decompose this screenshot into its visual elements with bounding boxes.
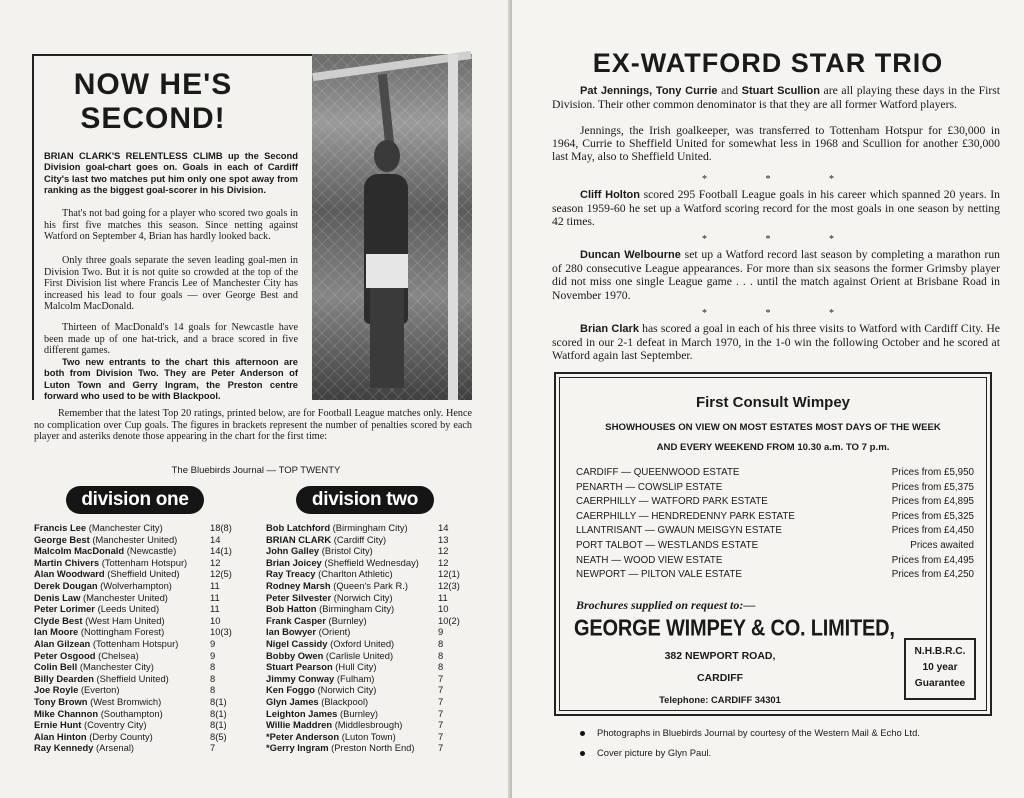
player-club: (Birmingham City) <box>332 522 408 533</box>
estate-name: CAERPHILLY — WATFORD PARK ESTATE <box>576 496 768 508</box>
goal-count: 8 <box>210 672 216 684</box>
goal-count: 9 <box>210 649 216 661</box>
table-row <box>34 696 244 708</box>
welbourne-text: set up a Watford record last season by completing a marathon run of 280 consecutive League appearances. For more than six seasons the former Grimsby player did not miss one single League game . . . until the match against Orient at Brisbane Road in November 1970. <box>552 248 1001 302</box>
player-club: (Sheffield United) <box>96 672 169 684</box>
table-row <box>34 580 244 592</box>
goal-count: 18(8) <box>210 522 232 533</box>
player-club: (Chelsea) <box>98 649 139 661</box>
goal-count: 8(5) <box>210 730 227 742</box>
player-club: (Middlesbrough) <box>334 719 403 731</box>
table-row <box>34 568 244 580</box>
player-club: (Blackpool) <box>321 695 369 707</box>
player-club: (Fulham) <box>336 672 375 684</box>
telephone: Telephone: CARDIFF 34301 <box>659 694 781 705</box>
goal-count: 10 <box>438 603 449 615</box>
player-club: (Cardiff City) <box>333 533 387 545</box>
separator-stars-3: * * * <box>702 308 862 319</box>
table-row <box>266 580 466 592</box>
article-paragraph-1: That's not bad going for a player who scored two goals in his first five matches this season. Since netting against Watford on September 4, Brian has hardly looked back. <box>44 208 298 243</box>
clark-text: has scored a goal in each of his three visits to Watford with Cardiff City. He scored in our 2-1 defeat in March 1970, in the 1-0 win the following October and he scored at Watford again last September. <box>552 322 1000 363</box>
table-row <box>266 684 466 696</box>
estate-row <box>576 524 974 539</box>
estate-price: Prices from £4,250 <box>891 569 974 581</box>
estate-name: LLANTRISANT — GWAUN MEISGYN ESTATE <box>576 525 782 537</box>
player-club: (Queen's Park R.) <box>333 579 408 591</box>
player-name: Alan Woodward <box>34 568 105 580</box>
player-name: George Best <box>34 533 90 545</box>
player-club: (West Ham United) <box>85 614 165 626</box>
player-club: (Tottenham Hotspur) <box>101 556 188 568</box>
estate-name: NEATH — WOOD VIEW ESTATE <box>576 554 723 566</box>
goal-count: 7 <box>438 695 444 707</box>
table-row <box>34 650 244 662</box>
transfer-paragraph: Jennings, the Irish goalkeeper, was transferred to Tottenham Hotspur for £30,000 in 1964, Currie to Sheffield United for somewhat less in 1968 and Scullion for another £30,000 last May, also to Sheffield United. <box>552 124 1000 164</box>
footnote-text: Cover picture by Glyn Paul. <box>597 747 712 758</box>
player-name: Willie Maddren <box>266 719 333 731</box>
player-club: (Hull City) <box>335 661 377 673</box>
table-row <box>34 673 244 685</box>
goal-count: 12(5) <box>210 568 232 580</box>
player-club: (West Bromwich) <box>90 695 162 707</box>
goal-count: 8 <box>438 649 444 661</box>
player-name: Nigel Cassidy <box>266 637 328 649</box>
separator-stars-2: * * * <box>702 234 862 245</box>
table-row <box>34 708 244 720</box>
estate-price: Prices from £5,950 <box>891 467 974 478</box>
division-one-badge: division one <box>66 486 204 514</box>
goal-count: 8 <box>210 661 216 673</box>
table-row <box>34 719 244 731</box>
goal-count: 12 <box>438 545 449 557</box>
goal-count: 13 <box>438 533 449 545</box>
estate-price: Prices from £4,895 <box>891 496 974 508</box>
player-club: (Tottenham Hotspur) <box>92 637 179 649</box>
goal-count: 7 <box>438 684 444 696</box>
trio-name-3: Stuart Scullion <box>741 85 820 97</box>
player-club: (Orient) <box>318 626 351 638</box>
goalkeeper-photo <box>312 54 472 400</box>
advert-line-2: AND EVERY WEEKEND FROM 10.30 a.m. TO 7 p.m. <box>656 442 890 453</box>
goal-count: 12(1) <box>438 568 460 580</box>
article-paragraph-4: Two new entrants to the chart this afternoon are both from Division Two. They are Peter Anderson of Luton Town and Gerry Ingram, the Preston centre forward who used to be with Blackpool. <box>44 356 298 402</box>
goal-count: 8 <box>210 684 216 696</box>
player-name: Joe Royle <box>34 684 79 696</box>
table-row <box>34 638 244 650</box>
player-name: Brian Joicey <box>266 556 322 568</box>
estate-row <box>576 466 974 481</box>
player-name: Peter Silvester <box>266 591 332 603</box>
estate-row <box>576 539 974 554</box>
company-name: GEORGE WIMPEY & CO. LIMITED, <box>574 616 895 642</box>
separator-stars-1: * * * <box>702 174 862 185</box>
table-row <box>34 731 244 743</box>
player-club: (Manchester United) <box>82 591 168 603</box>
holton-name: Cliff Holton <box>580 189 640 201</box>
goal-count: 10(3) <box>210 626 232 638</box>
estate-row <box>576 568 974 583</box>
estate-list <box>576 466 974 583</box>
player-club: (Newcastle) <box>126 545 177 557</box>
player-name: Alan Gilzean <box>34 637 91 649</box>
footnote-item <box>580 743 920 763</box>
player-name: Ian Bowyer <box>266 626 317 638</box>
player-club: (Oxford United) <box>330 637 395 649</box>
table-row <box>266 534 466 546</box>
division-two-table <box>266 522 466 754</box>
goal-count: 12 <box>210 556 221 568</box>
player-club: (Manchester City) <box>88 522 163 533</box>
nhbrc-line-3: Guarantee <box>914 678 966 689</box>
wimpey-advert <box>554 372 992 716</box>
table-row <box>266 708 466 720</box>
table-row <box>266 742 466 754</box>
table-row <box>34 592 244 604</box>
estate-row <box>576 481 974 496</box>
footnotes <box>580 723 920 763</box>
player-name: Frank Casper <box>266 614 326 626</box>
article-lead: BRIAN CLARK'S RELENTLESS CLIMB up the Second Division goal-chart goes on. Goals in each of Cardiff City's last two matches put him only one spot away from ranking as the biggest goal-scorer in his Division. <box>44 150 298 196</box>
table-row <box>266 650 466 662</box>
player-club: (Sheffield United) <box>107 568 180 580</box>
goal-count: 11 <box>210 579 220 591</box>
advert-line-1: SHOWHOUSES ON VIEW ON MOST ESTATES MOST DAYS OF THE WEEK <box>605 422 941 433</box>
table-row <box>266 522 466 534</box>
goal-count: 8 <box>438 637 444 649</box>
player-name: Peter Osgood <box>34 649 96 661</box>
goal-count: 10(2) <box>438 614 460 626</box>
estate-price: Prices from £4,495 <box>891 554 974 566</box>
player-name: Ray Kennedy <box>34 742 94 754</box>
footnote-item <box>580 723 920 743</box>
player-club: (Carlisle United) <box>325 649 394 661</box>
goal-count: 7 <box>438 730 444 742</box>
right-page-title: EX-WATFORD STAR TRIO <box>592 48 944 78</box>
table-row <box>34 615 244 627</box>
right-page <box>512 0 1024 798</box>
trio-paragraph <box>552 84 1000 111</box>
player-name: Mike Channon <box>34 707 99 719</box>
estate-price: Prices awaited <box>910 539 974 551</box>
player-name: John Galley <box>266 545 320 557</box>
player-name: Leighton James <box>266 707 338 719</box>
estate-price: Prices from £5,325 <box>891 510 974 522</box>
trio-text: are all playing these days in the First Division. Their other common denominator is that they are all former Watford players. <box>552 84 1001 112</box>
goal-count: 14 <box>438 522 449 533</box>
table-row <box>34 626 244 638</box>
welbourne-name: Duncan Welbourne <box>580 249 681 261</box>
goal-count: 8(1) <box>210 719 227 731</box>
player-club: (Burnley) <box>328 614 367 626</box>
table-row <box>34 603 244 615</box>
table-row <box>266 719 466 731</box>
address-line-2: CARDIFF <box>696 672 744 684</box>
goal-count: 14(1) <box>210 545 232 557</box>
player-name: Francis Lee <box>34 522 87 533</box>
player-name: Ian Moore <box>34 626 79 638</box>
advert-title: First Consult Wimpey <box>695 394 851 411</box>
holton-text: scored 295 Football League goals in his career which spanned 20 years. In season 1959-60 he set up a Watford scoring record for the most goals in one season by netting 42 times. <box>552 188 1001 229</box>
player-name: Glyn James <box>266 695 319 707</box>
goal-count: 7 <box>438 742 444 754</box>
goal-count: 7 <box>210 742 216 754</box>
table-row <box>34 522 244 534</box>
player-club: (Birmingham City) <box>319 603 395 615</box>
estate-row <box>576 510 974 525</box>
table-row <box>34 545 244 557</box>
table-row <box>266 638 466 650</box>
table-row <box>266 603 466 615</box>
division-two-badge: division two <box>296 486 434 514</box>
advert-inner-frame <box>559 377 987 711</box>
welbourne-paragraph <box>552 248 1000 302</box>
table-row <box>266 592 466 604</box>
goal-count: 10 <box>210 614 221 626</box>
address-line-1: 382 NEWPORT ROAD, <box>664 650 776 662</box>
player-name: Peter Lorimer <box>34 603 95 615</box>
clark-paragraph <box>552 322 1000 363</box>
player-club: (Manchester United) <box>92 533 178 545</box>
nhbrc-line-1: N.H.B.R.C. <box>914 646 966 657</box>
trio-names: Pat Jennings, Tony Currie <box>580 85 718 97</box>
player-club: (Burnley) <box>339 707 379 719</box>
trio-and: and <box>721 84 739 97</box>
player-name: *Peter Anderson <box>266 730 340 742</box>
player-name: Denis Law <box>34 591 81 603</box>
brochure-note: Brochures supplied on request to:— <box>576 598 756 612</box>
player-name: Rodney Marsh <box>266 579 331 591</box>
player-club: (Everton) <box>80 684 120 696</box>
player-club: (Charlton Athletic) <box>318 568 393 580</box>
goal-count: 12 <box>438 556 449 568</box>
estate-name: PORT TALBOT — WESTLANDS ESTATE <box>576 539 759 551</box>
clark-name: Brian Clark <box>580 323 639 335</box>
player-name: Ken Foggo <box>266 684 315 696</box>
player-club: (Bristol City) <box>321 545 373 557</box>
table-row <box>34 534 244 546</box>
player-club: (Wolverhampton) <box>100 579 172 591</box>
player-club: (Nottingham Forest) <box>80 626 165 638</box>
goal-count: 7 <box>438 672 444 684</box>
player-name: Stuart Pearson <box>266 661 333 673</box>
table-row <box>266 545 466 557</box>
article-paragraph-5: Remember that the latest Top 20 ratings, printed below, are for Football League matches only. Hence no complication over Cup goals. The figures in brackets represent the number of penalties scored by each player and asteriks denote those appearing in the chart for the first time: <box>34 408 472 443</box>
bullet-icon <box>580 751 585 756</box>
goal-count: 11 <box>210 591 220 603</box>
player-name: Malcolm MacDonald <box>34 545 125 557</box>
headline <box>40 68 266 136</box>
player-name: Bob Hatton <box>266 603 317 615</box>
table-row <box>266 696 466 708</box>
player-name: Alan Hinton <box>34 730 87 742</box>
table-row <box>266 568 466 580</box>
player-name: Ernie Hunt <box>34 719 82 731</box>
estate-name: CARDIFF — QUEENWOOD ESTATE <box>576 467 740 478</box>
goal-count: 7 <box>438 719 444 731</box>
table-row <box>266 626 466 638</box>
goal-count: 14 <box>210 533 221 545</box>
player-name: Bob Latchford <box>266 522 331 533</box>
player-name: Ray Treacy <box>266 568 316 580</box>
holton-paragraph <box>552 188 1000 229</box>
goal-count: 12(3) <box>438 579 460 591</box>
player-name: Colin Bell <box>34 661 78 673</box>
player-club: (Derby County) <box>89 730 153 742</box>
table-row <box>266 557 466 569</box>
table-row <box>266 673 466 685</box>
goal-count: 11 <box>210 603 220 615</box>
player-name: Tony Brown <box>34 695 88 707</box>
goal-count: 9 <box>438 626 444 638</box>
estate-row <box>576 554 974 569</box>
estate-row <box>576 495 974 510</box>
player-name: Bobby Owen <box>266 649 324 661</box>
goal-count: 8(1) <box>210 707 227 719</box>
table-row <box>34 557 244 569</box>
player-club: (Manchester City) <box>79 661 154 673</box>
estate-name: CAERPHILLY — HENDREDENNY PARK ESTATE <box>576 510 795 522</box>
article-paragraph-3: Thirteen of MacDonald's 14 goals for Newcastle have been made up of one hat-trick, and a brace scored in five different games. <box>44 322 298 357</box>
article-paragraph-2: Only three goals separate the seven leading goal-men in Division Two. But it is not quite so crowded at the top of the First Division list where Francis Lee of Manchester City has increased his lead to four goals — over George Best and Malcolm MacDonald. <box>44 255 298 313</box>
player-name: Jimmy Conway <box>266 672 335 684</box>
division-one-table <box>34 522 244 754</box>
headline-line-1: NOW HE'S <box>73 68 233 101</box>
goal-count: 9 <box>210 637 216 649</box>
player-club: (Preston North End) <box>331 742 415 754</box>
table-row <box>34 742 244 754</box>
player-name: Billy Dearden <box>34 672 94 684</box>
table-row <box>34 661 244 673</box>
goal-count: 7 <box>438 707 444 719</box>
headline-line-2: SECOND! <box>80 102 226 135</box>
footnote-text: Photographs in Bluebirds Journal by courtesy of the Western Mail & Echo Ltd. <box>597 727 920 738</box>
nhbrc-guarantee-box <box>904 638 976 700</box>
player-club: (Arsenal) <box>96 742 135 754</box>
goal-count: 11 <box>438 591 448 603</box>
top-twenty-title: The Bluebirds Journal — TOP TWENTY <box>171 465 341 476</box>
table-row <box>266 731 466 743</box>
player-club: (Southampton) <box>100 707 163 719</box>
player-name: Clyde Best <box>34 614 83 626</box>
player-club: (Luton Town) <box>341 730 396 742</box>
bullet-icon <box>580 731 585 736</box>
table-row <box>266 661 466 673</box>
player-club: (Norwich City) <box>333 591 393 603</box>
table-row <box>266 615 466 627</box>
nhbrc-line-2: 10 year <box>922 662 958 673</box>
goal-count: 8(1) <box>210 695 227 707</box>
player-club: (Leeds United) <box>97 603 160 615</box>
player-name: Derek Dougan <box>34 579 98 591</box>
estate-name: NEWPORT — PILTON VALE ESTATE <box>576 569 742 581</box>
estate-price: Prices from £5,375 <box>891 481 974 493</box>
table-row <box>34 684 244 696</box>
player-club: (Coventry City) <box>84 719 147 731</box>
player-name: *Gerry Ingram <box>266 742 329 754</box>
estate-name: PENARTH — COWSLIP ESTATE <box>576 481 723 493</box>
player-club: (Norwich City) <box>317 684 377 696</box>
player-name: BRIAN CLARK <box>266 533 332 545</box>
player-name: Martin Chivers <box>34 556 100 568</box>
estate-price: Prices from £4,450 <box>891 525 974 537</box>
player-club: (Sheffield Wednesday) <box>324 556 419 568</box>
goal-count: 8 <box>438 661 444 673</box>
